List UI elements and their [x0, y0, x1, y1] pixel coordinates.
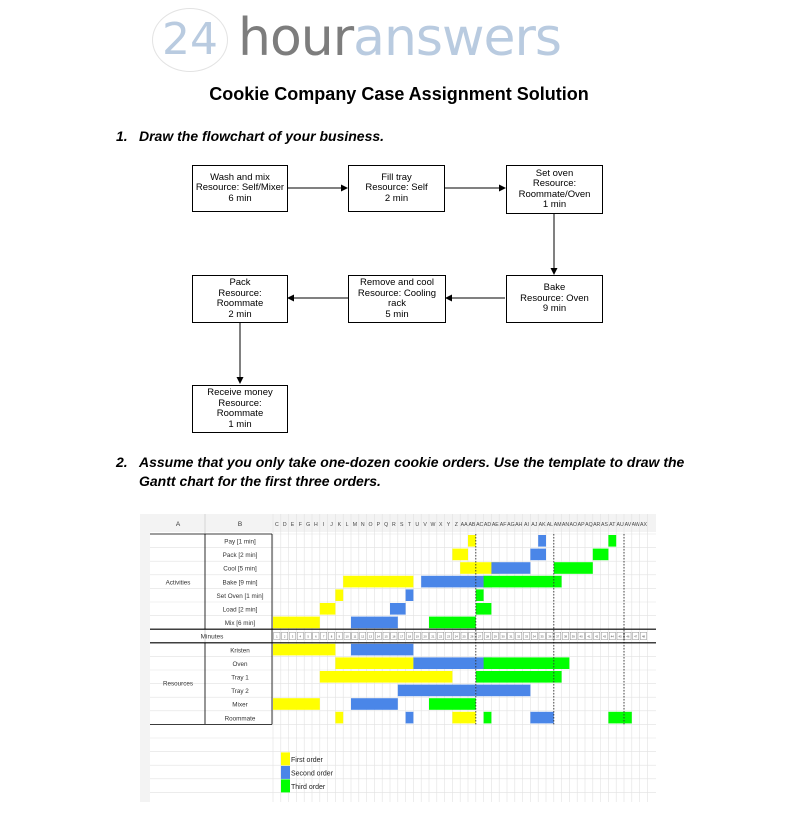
minute-number: 8	[330, 634, 333, 639]
minute-number: 15	[384, 634, 388, 639]
flow-text: rack	[388, 298, 406, 309]
col-b-header: B	[237, 521, 243, 528]
col-letter: AU	[616, 522, 624, 528]
flow-text: Roommate/Oven	[518, 188, 591, 200]
minute-number: 30	[501, 634, 505, 639]
minute-number: 18	[407, 634, 412, 639]
gantt-bar	[351, 644, 413, 656]
logo-word-answers: answers	[353, 8, 562, 68]
minute-number: 13	[368, 634, 373, 639]
col-letter: J	[330, 522, 333, 528]
minute-number: 44	[610, 634, 614, 639]
gantt-bar	[273, 698, 320, 710]
activity-row-label: Cool [5 min]	[223, 565, 257, 573]
gantt-bar	[413, 657, 491, 669]
activity-row-label: Set Oven [1 min]	[216, 592, 264, 600]
gantt-bar	[351, 617, 398, 629]
minute-number: 24	[454, 634, 458, 639]
col-letter: P	[376, 522, 381, 528]
minute-number: 46	[626, 634, 630, 639]
flow-text: Resource: Oven	[520, 292, 589, 304]
flow-box-fill-tray	[348, 165, 445, 212]
minute-number: 34	[532, 634, 536, 639]
flow-text: Pack	[229, 277, 251, 288]
question-2	[116, 453, 716, 493]
gantt-bar	[406, 712, 414, 724]
minute-number: 26	[470, 634, 474, 639]
minute-number: 16	[392, 634, 396, 639]
gantt-bar	[429, 698, 476, 710]
page-title: Cookie Company Case Assignment Solution	[209, 84, 589, 104]
gantt-bar	[273, 617, 320, 629]
minute-number: 5	[307, 634, 309, 639]
gantt-bar	[476, 589, 484, 601]
minute-number: 17	[400, 634, 404, 639]
col-letter: AQ	[585, 522, 593, 528]
minute-number: 1	[276, 634, 278, 639]
minute-number: 11	[353, 634, 357, 639]
gantt-bar	[452, 712, 475, 724]
col-letter: Z	[454, 522, 458, 528]
flow-text: 1 min	[542, 199, 567, 210]
gantt-bar	[390, 603, 406, 615]
flow-text: Receive money	[207, 387, 273, 398]
gantt-grid	[140, 514, 656, 802]
col-letter: AL	[546, 522, 554, 528]
minute-number: 28	[485, 634, 490, 639]
col-letter: H	[314, 522, 318, 528]
gantt-bar	[335, 657, 413, 669]
gantt-bar	[320, 603, 336, 615]
gantt-bar	[554, 562, 593, 574]
col-letter: U	[415, 522, 420, 528]
minute-number: 14	[376, 634, 380, 639]
col-letter: R	[392, 522, 396, 528]
col-letter: M	[352, 522, 358, 528]
col-letter: AB	[468, 522, 476, 528]
col-letter: AT	[609, 522, 616, 528]
gantt-bar	[491, 562, 530, 574]
minute-number: 40	[579, 634, 583, 639]
flow-text: Wash and mix	[210, 171, 270, 183]
gantt-bar	[320, 671, 453, 683]
resource-row-label: Kristen	[230, 647, 250, 655]
gantt-bar	[530, 549, 546, 561]
col-letter: Y	[446, 522, 451, 528]
col-letter: AR	[593, 522, 601, 528]
col-letter: O	[368, 522, 373, 528]
minute-number: 32	[517, 634, 521, 639]
gantt-chart	[140, 514, 656, 802]
flow-box-wash-and-mix	[192, 165, 288, 212]
minute-number: 23	[446, 634, 451, 639]
gantt-bar	[343, 576, 413, 588]
col-letter: D	[282, 522, 287, 528]
col-letter: AX	[640, 522, 647, 528]
minute-number: 47	[634, 634, 638, 639]
col-letter: Q	[384, 522, 389, 528]
flow-text: 5 min	[385, 308, 409, 320]
flow-text: Resource: Self	[365, 182, 428, 194]
col-letter: AC	[476, 522, 484, 528]
gantt-bar	[608, 535, 616, 547]
resource-row-label: Oven	[232, 660, 248, 668]
flow-text: Resource:	[532, 178, 577, 189]
col-letter: AH	[515, 522, 523, 528]
gantt-bar	[484, 576, 562, 588]
flow-text: Set oven	[535, 167, 574, 179]
minute-number: 35	[540, 634, 544, 639]
flow-box-set-oven	[506, 165, 603, 214]
col-letter: E	[290, 522, 295, 528]
gantt-bar	[593, 549, 609, 561]
legend-label: Third order	[291, 783, 326, 791]
gantt-bar	[476, 671, 562, 683]
gantt-bar	[484, 657, 570, 669]
gantt-bar	[468, 535, 476, 547]
question-2-text: Assume that you only take one-dozen cookie orders. Use the template to draw the Gantt chart for the first three orders.	[139, 454, 685, 489]
question-1-number: 1.	[116, 128, 128, 144]
flow-text: Fill tray	[381, 171, 412, 183]
minute-number: 22	[439, 634, 443, 639]
col-letter: V	[423, 522, 427, 528]
col-letter: T	[407, 522, 412, 528]
flow-text: 1 min	[228, 418, 252, 430]
minute-number: 12	[361, 634, 365, 639]
legend-swatch	[281, 779, 290, 792]
resource-row-label: Tray 2	[231, 688, 249, 696]
col-letter: AN	[561, 522, 570, 528]
col-letter: AW	[631, 522, 640, 528]
gantt-bar	[530, 712, 553, 724]
resource-row-label: Tray 1	[231, 674, 249, 682]
flow-text: Resource:	[218, 397, 262, 409]
gantt-bar	[351, 698, 398, 710]
col-letter: S	[399, 522, 404, 528]
flow-box-receive-money	[192, 385, 288, 433]
minute-number: 4	[299, 634, 302, 639]
minute-number: 45	[618, 634, 622, 639]
gantt-bar	[476, 685, 531, 697]
gantt-bar	[429, 617, 476, 629]
minute-number: 25	[462, 634, 466, 639]
minute-number: 29	[493, 634, 497, 639]
col-letter: AV	[624, 522, 632, 528]
col-letter: AP	[577, 522, 585, 528]
logo-number: 24	[162, 14, 218, 65]
col-letter: AF	[499, 522, 507, 528]
flow-text: Bake	[543, 282, 566, 294]
minute-number: 19	[415, 634, 419, 639]
minute-number: 33	[524, 634, 529, 639]
gantt-bar	[538, 535, 546, 547]
gantt-bar	[273, 644, 335, 656]
activity-row-label: Load [2 min]	[222, 606, 258, 614]
activity-row-label: Bake [9 min]	[222, 579, 258, 587]
flow-box-pack	[192, 275, 288, 323]
minute-number: 41	[587, 634, 591, 639]
col-letter: W	[430, 522, 436, 528]
flow-text: Resource: Cooling	[357, 287, 437, 299]
legend-swatch	[281, 752, 290, 765]
resources-label: Resources	[162, 680, 194, 688]
col-letter: AA	[460, 522, 468, 528]
flow-text: Roommate	[216, 408, 264, 419]
resource-row-label: Roommate	[224, 715, 256, 723]
flow-text: 2 min	[228, 308, 252, 320]
resource-row-label: Mixer	[232, 701, 248, 709]
minute-number: 31	[509, 634, 513, 639]
col-letter: AI	[524, 522, 529, 528]
flow-text: 2 min	[384, 192, 409, 204]
flow-text: 9 min	[542, 303, 567, 315]
minute-number: 9	[338, 634, 341, 639]
col-letter: AK	[538, 522, 546, 528]
col-letter: AE	[491, 522, 499, 528]
gantt-bar	[608, 712, 631, 724]
col-letter: X	[438, 522, 443, 528]
col-a-header: A	[175, 521, 181, 528]
gantt-bar	[484, 712, 492, 724]
minute-number: 10	[345, 634, 349, 639]
logo-word-hour: hour	[238, 8, 354, 68]
gantt-bar	[476, 603, 492, 615]
legend-label: Second order	[291, 770, 334, 778]
col-letter: AJ	[531, 522, 538, 528]
flow-text: Resource:	[218, 287, 262, 299]
question-2-number: 2.	[116, 454, 128, 470]
minute-number: 2	[283, 634, 286, 639]
minute-number: 20	[423, 634, 427, 639]
col-letter: G	[306, 522, 311, 528]
gantt-bar	[335, 712, 343, 724]
flow-text: 6 min	[228, 192, 252, 204]
gantt-bar	[421, 576, 491, 588]
minute-number: 37	[556, 634, 560, 639]
flow-text: Remove and cool	[360, 277, 434, 288]
col-letter: AG	[507, 522, 515, 528]
minute-number: 42	[595, 634, 599, 639]
minute-number: 21	[431, 634, 435, 639]
gantt-bar	[452, 549, 468, 561]
legend-swatch	[281, 766, 290, 779]
minute-number: 36	[548, 634, 552, 639]
gantt-bar	[398, 685, 476, 697]
activity-row-label: Pack [2 min]	[222, 552, 258, 560]
activity-row-label: Mix [6 min]	[224, 620, 256, 628]
minutes-label: Minutes	[200, 633, 224, 641]
flow-box-bake	[506, 275, 603, 323]
col-letter: AS	[601, 522, 608, 528]
col-letter: AO	[569, 522, 578, 528]
legend-label: First order	[291, 756, 323, 764]
activity-row-label: Pay [1 min]	[224, 538, 256, 546]
col-letter: L	[345, 522, 349, 528]
flow-box-remove-and-cool	[348, 275, 446, 323]
minute-number: 38	[563, 634, 568, 639]
minute-number: 43	[602, 634, 607, 639]
question-1-text: Draw the flowchart of your business.	[139, 128, 385, 144]
flow-text: Roommate	[216, 298, 264, 309]
minute-number: 39	[571, 634, 575, 639]
gantt-bar	[335, 589, 343, 601]
gantt-bar	[406, 589, 414, 601]
minute-number: 27	[478, 634, 482, 639]
gantt-row-gutter	[140, 514, 150, 802]
col-letter: I	[322, 522, 325, 528]
minute-number: 7	[322, 634, 325, 639]
minute-number: 6	[315, 634, 317, 639]
minute-number: 48	[641, 634, 646, 639]
col-letter: AD	[483, 522, 492, 528]
activities-label: Activities	[165, 579, 191, 587]
col-letter: AM	[553, 522, 562, 528]
col-letter: K	[337, 522, 342, 528]
col-letter: N	[360, 522, 365, 528]
flow-text: Resource: Self/Mixer	[195, 182, 285, 194]
col-letter: F	[298, 522, 302, 528]
minute-number: 3	[291, 634, 294, 639]
col-letter: C	[275, 522, 279, 528]
